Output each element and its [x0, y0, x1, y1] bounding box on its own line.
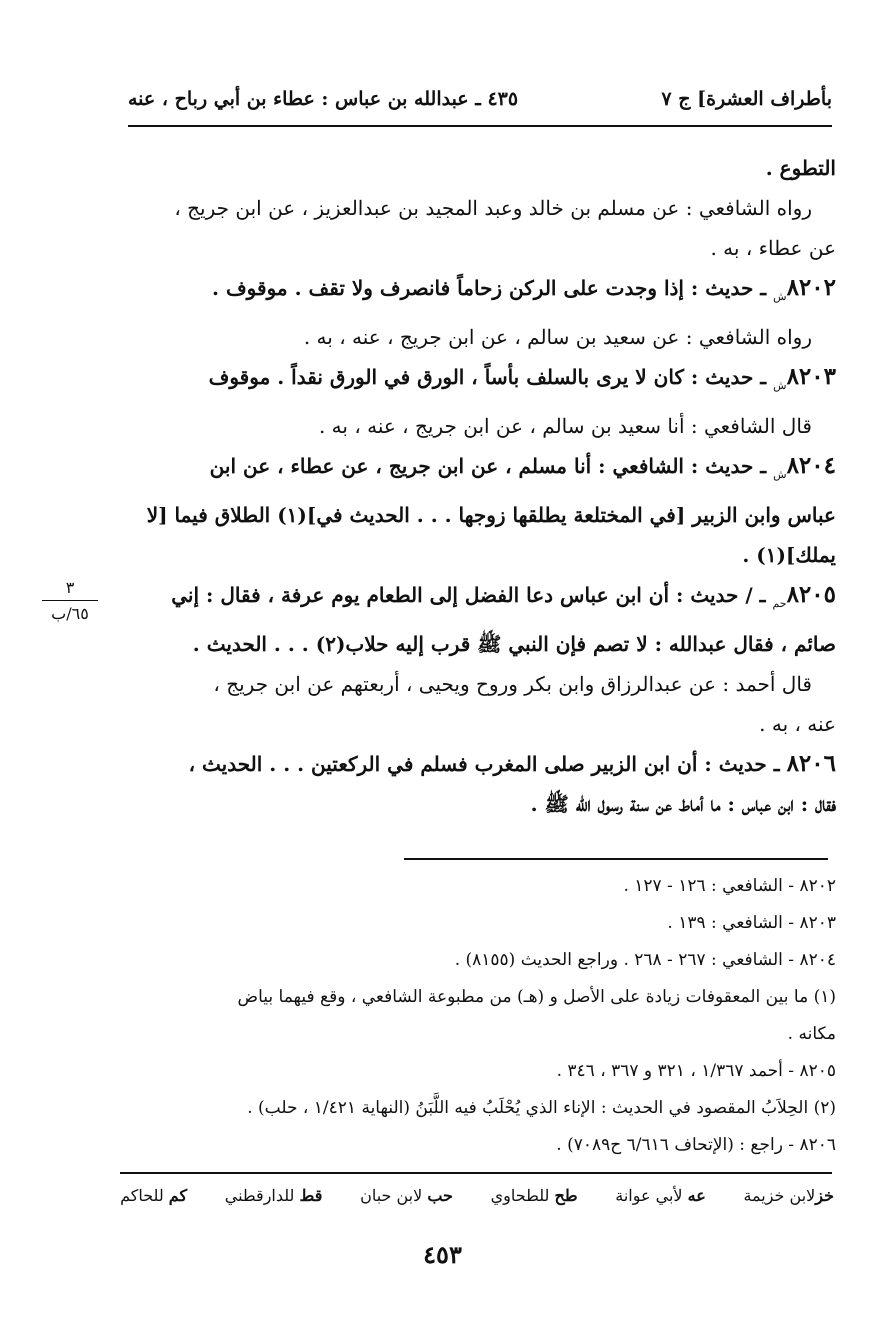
text-line: التطوع . [765, 156, 836, 180]
page-number: ٤٥٣ [423, 1240, 462, 1269]
source-sigla: ش [773, 468, 787, 481]
folio-rule [42, 600, 98, 601]
hadith-text: ـ حديث : إذا وجدت على الركن زحاماً فانصرف ولا تقف . موقوف . [212, 276, 774, 300]
abbreviation-item: طح للطحاوي [490, 1186, 578, 1205]
abbreviation-item: كم للحاكم [120, 1186, 188, 1205]
hadith-number: ٨٢٠٤ [786, 452, 836, 479]
header-rule [128, 125, 832, 127]
text-line: صائم ، فقال عبدالله : لا تصم فإن النبي ﷺ قرب إليه حلاب(٢) . . . الحديث . [192, 632, 836, 656]
footnote: ٨٢٠٥ - أحمد ١/٣٦٧ ، ٣٢١ و ٣٦٧ ، ٣٤٦ . [556, 1061, 836, 1081]
text-line: عباس وابن الزبير [في المختلعة يطلقها زوجها . . . الحديث في](١) الطلاق فيما [لا [146, 503, 836, 527]
hadith-entry-8205 [124, 575, 836, 624]
text-line: رواه الشافعي : عن مسلم بن خالد وعبد المجيد بن عبدالعزيز ، عن ابن جريج ، [174, 196, 812, 220]
hadith-text: ـ حديث : أن ابن الزبير صلى المغرب فسلم في الركعتين . . . الحديث ، [188, 752, 787, 776]
running-header [128, 82, 832, 116]
hadith-text: ـ / حديث : أن ابن عباس دعا الفضل إلى الطعام يوم عرفة ، فقال : إني [171, 583, 773, 607]
hadith-number: ٨٢٠٥ [786, 581, 836, 608]
hadith-entry-8202 [124, 268, 836, 317]
abbreviation-item: حب لابن حبان [360, 1186, 453, 1205]
text-line: يملك](١) . [742, 543, 836, 567]
hadith-text: ـ حديث : كان لا يرى بالسلف بأساً ، الورق في الورق نقداً . موقوف [208, 365, 774, 389]
source-sigla: ش [773, 379, 787, 392]
hadith-number: ٨٢٠٦ [786, 750, 836, 777]
footnote: (٢) الحِلاَبُ المقصود في الحديث : الإناء الذي يُحْلَبُ فيه اللَّبَنُ (النهاية ١/٤٢١ ، حلب) . [247, 1098, 836, 1118]
footnote: ٨٢٠٢ - الشافعي : ١٢٦ - ١٢٧ . [623, 876, 836, 896]
main-text [124, 148, 836, 824]
text-line: قال أحمد : عن عبدالرزاق وابن بكر وروح ويحيى ، أربعتهم عن ابن جريج ، [213, 672, 812, 696]
hadith-entry-8206 [124, 744, 836, 784]
footnotes [120, 868, 836, 1164]
hadith-text: ـ حديث : الشافعي : أنا مسلم ، عن ابن جريج ، عن عطاء ، عن ابن [209, 454, 774, 478]
hadith-entry-8204 [124, 446, 836, 495]
hadith-number: ٨٢٠٣ [786, 363, 836, 390]
hadith-number: ٨٢٠٢ [786, 274, 836, 301]
abbreviation-item: قط للدارقطني [224, 1186, 323, 1205]
footnote: (١) ما بين المعقوفات زيادة على الأصل و (هـ) من مطبوعة الشافعي ، وقع فيهما بياض [237, 987, 836, 1007]
source-sigla: ش [773, 290, 787, 303]
header-volume: بأطراف العشرة] ج ٧ [661, 88, 832, 110]
folio-bottom: ٦٥/ب [51, 604, 89, 623]
abbreviation-item: خزلابن خزيمة [743, 1186, 834, 1205]
footnote-separator [404, 858, 828, 860]
text-line: قال الشافعي : أنا سعيد بن سالم ، عن ابن جريج ، عنه ، به . [318, 414, 812, 438]
footnote: ٨٢٠٦ - راجع : (الإتحاف ٦/٦١٦ ح٧٠٨٩) . [556, 1135, 836, 1155]
source-sigla: حم [772, 597, 787, 610]
manuscript-folio-note [34, 578, 106, 623]
text-line: فقال : ابن عباس : ما أماط عن سنة رسول الله ﷺ . [530, 792, 836, 816]
hadith-entry-8203 [124, 357, 836, 406]
footnote: مكانه . [787, 1024, 836, 1044]
text-line: عنه ، به . [759, 712, 836, 736]
header-chapter: ٤٣٥ ـ عبدالله بن عباس : عطاء بن أبي رباح ، عنه [128, 88, 519, 110]
abbreviations-separator [120, 1172, 832, 1174]
footnote: ٨٢٠٣ - الشافعي : ١٣٩ . [667, 913, 836, 933]
footnote: ٨٢٠٤ - الشافعي : ٢٦٧ - ٢٦٨ . وراجع الحديث (٨١٥٥) . [454, 950, 836, 970]
folio-top: ٣ [65, 578, 75, 597]
text-line: رواه الشافعي : عن سعيد بن سالم ، عن ابن جريج ، عنه ، به . [303, 325, 812, 349]
abbreviations-key [120, 1186, 834, 1205]
abbreviation-item: عه لأبي عوانة [615, 1186, 706, 1205]
text-line: عن عطاء ، به . [710, 236, 836, 260]
